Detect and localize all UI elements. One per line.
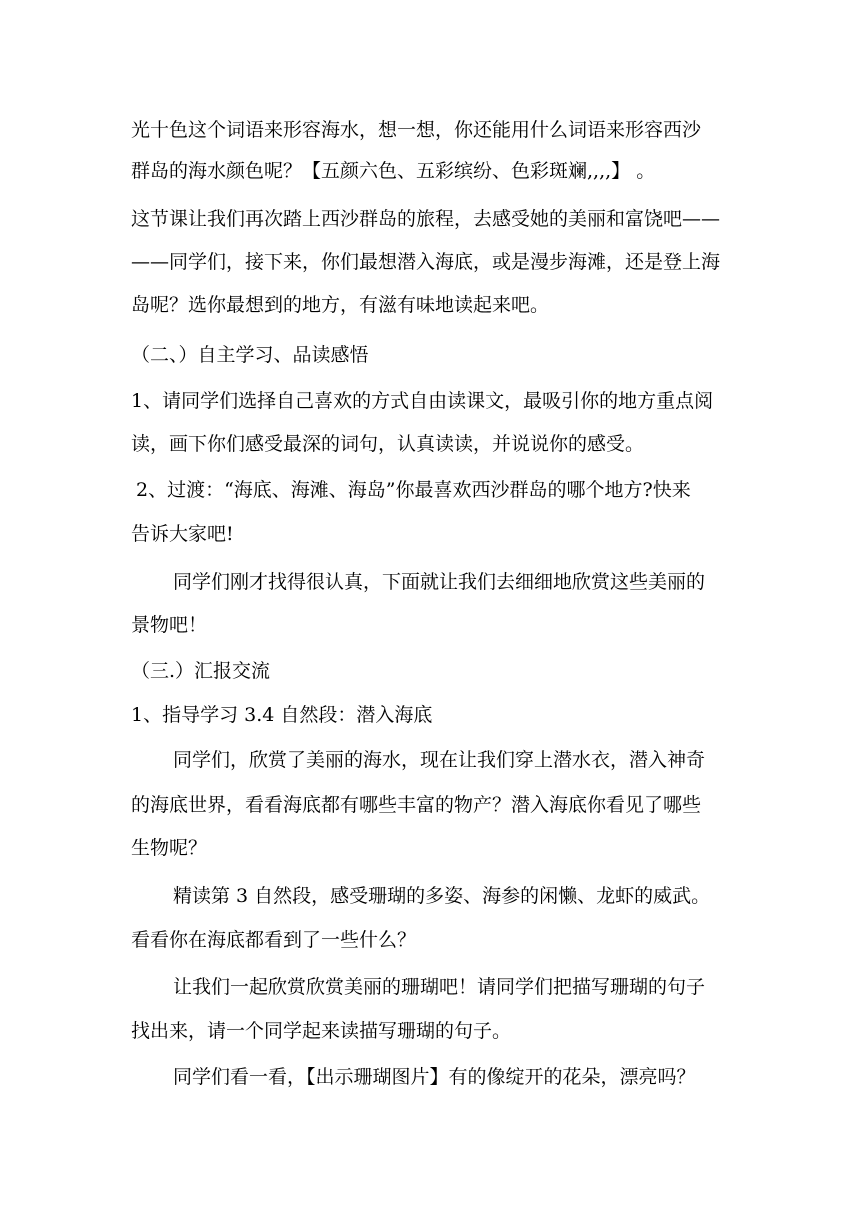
section-heading: （二、）自主学习、品读感悟: [131, 344, 369, 366]
text-line: 看看你在海底都看到了一些什么？: [131, 929, 417, 951]
text-line: 生物呢？: [131, 837, 208, 859]
text-line: 同学们，欣赏了美丽的海水，现在让我们穿上潜水衣，潜入神奇: [173, 749, 706, 771]
text-line: 找出来，请一个同学起来读描写珊瑚的句子。: [131, 1020, 512, 1042]
text-line: 2、过渡：“海底、海滩、海岛”你最喜欢西沙群岛的哪个地方?快来: [136, 479, 691, 501]
text-line: 景物吧！: [131, 614, 208, 636]
text-line: 岛呢？选你最想到的地方，有滋有味地读起来吧。: [131, 294, 550, 316]
text-line: 1、请同学们选择自己喜欢的方式自由读课文，最吸引你的地方重点阅: [131, 390, 714, 412]
text-line: 告诉大家吧!: [131, 523, 234, 545]
text-line: 读，画下你们感受最深的词句，认真读读，并说说你的感受。: [131, 433, 645, 455]
section-heading: （三.）汇报交流: [131, 660, 271, 682]
text-line: 的海底世界，看看海底都有哪些丰富的物产？潜入海底你看见了哪些: [131, 794, 702, 816]
text-line: 同学们刚才找得很认真，下面就让我们去细细地欣赏这些美丽的: [173, 571, 706, 593]
text-line: 光十色这个词语来形容海水，想一想，你还能用什么词语来形容西沙: [131, 119, 702, 141]
text-line: 群岛的海水颜色呢？【五颜六色、五彩缤纷、色彩斑斓,,,,】 。: [131, 160, 656, 182]
text-line: 精读第 3 自然段，感受珊瑚的多姿、海参的闲懒、龙虾的威武。: [173, 885, 711, 907]
text-line: 让我们一起欣赏欣赏美丽的珊瑚吧！请同学们把描写珊瑚的句子: [173, 976, 706, 998]
text-line: ——同学们，接下来，你们最想潜入海底，或是漫步海滩，还是登上海: [131, 251, 721, 273]
subsection-heading: 1、指导学习 3.4 自然段：潜入海底: [131, 704, 433, 726]
text-line: 这节课让我们再次踏上西沙群岛的旅程，去感受她的美丽和富饶吧——: [131, 208, 721, 230]
text-line: 同学们看一看，【出示珊瑚图片】有的像绽开的花朵，漂亮吗？: [173, 1066, 696, 1088]
